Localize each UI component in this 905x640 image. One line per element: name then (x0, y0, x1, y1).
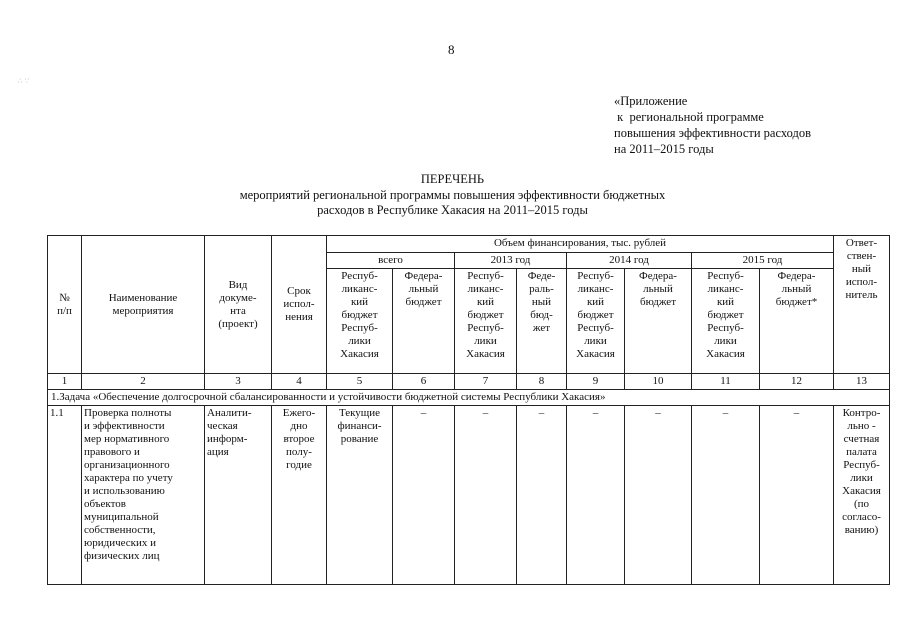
row-num: 1.1 (48, 406, 82, 585)
header-name: Наименование мероприятия (82, 236, 205, 374)
subtitle-line-1: мероприятий региональной программы повышения эффективности бюджетных (239, 188, 666, 202)
header-responsible: Ответ- ствен- ный испол- нитель (834, 236, 890, 374)
margin-mark: ∴ ∵ (18, 77, 30, 85)
column-number: 1 (48, 374, 82, 390)
row-name: Проверка полноты и эффективности мер нормативного правового и организационного характера по учету и использованию объектов муниципальной собственности, юридических и физических лиц (82, 406, 205, 585)
subtitle-line-2: расходов в Республике Хакасия на 2011–2015 годы (317, 203, 588, 217)
column-number: 2 (82, 374, 205, 390)
header-doc-type: Вид докуме- нта (проект) (205, 236, 272, 374)
column-number: 12 (760, 374, 834, 390)
row-term: Ежего- дно второе полу- годие (272, 406, 327, 585)
header-2013-federal: Феде- раль- ный бюд- жет (517, 269, 567, 374)
row-responsible: Контро- льно - счетная палата Респуб- лики Хакасия (по согласо- ванию) (834, 406, 890, 585)
page-number: 8 (448, 42, 455, 57)
appendix-heading: «Приложение к региональной программе повышения эффективности расходов на 2011–2015 годы (614, 94, 812, 156)
header-2014-federal: Федера- льный бюджет (625, 269, 692, 374)
row-2015-federal: – (760, 406, 834, 585)
row-total-federal: – (393, 406, 455, 585)
header-total-federal: Федера- льный бюджет (393, 269, 455, 374)
row-2015-republic: – (692, 406, 760, 585)
row-2014-federal: – (625, 406, 692, 585)
row-doc-type: Аналити- ческая информ- ация (205, 406, 272, 585)
column-number: 10 (625, 374, 692, 390)
header-total: всего (327, 253, 455, 269)
header-2015-republic: Респуб- ликанс- кий бюджет Респуб- лики Хакасия (692, 269, 760, 374)
row-total-republic: Текущие финанси- рование (327, 406, 393, 585)
column-number: 8 (517, 374, 567, 390)
document-subtitle (0, 188, 905, 218)
header-num: № п/п (48, 236, 82, 374)
document-title: ПЕРЕЧЕНЬ (420, 172, 485, 186)
row-2013-federal: – (517, 406, 567, 585)
header-term: Срок испол- нения (272, 236, 327, 374)
task-row: 1.Задача «Обеспечение долгосрочной сбалансированности и устойчивости бюджетной системы Республики Хакасия» (48, 390, 890, 406)
header-2013-republic: Респуб- ликанс- кий бюджет Респуб- лики Хакасия (455, 269, 517, 374)
table-row (48, 406, 890, 585)
header-2013: 2013 год (455, 253, 567, 269)
column-number: 7 (455, 374, 517, 390)
column-number: 6 (393, 374, 455, 390)
header-funding: Объем финансирования, тыс. рублей (327, 236, 834, 253)
column-number: 4 (272, 374, 327, 390)
header-total-republic: Респуб- ликанс- кий бюджет Респуб- лики Хакасия (327, 269, 393, 374)
header-2014-republic: Респуб- ликанс- кий бюджет Респуб- лики Хакасия (567, 269, 625, 374)
row-2014-republic: – (567, 406, 625, 585)
header-2014: 2014 год (567, 253, 692, 269)
row-2013-republic: – (455, 406, 517, 585)
column-number: 3 (205, 374, 272, 390)
column-number: 9 (567, 374, 625, 390)
column-number: 13 (834, 374, 890, 390)
header-2015: 2015 год (692, 253, 834, 269)
column-number: 11 (692, 374, 760, 390)
column-number: 5 (327, 374, 393, 390)
header-2015-federal: Федера- льный бюджет* (760, 269, 834, 374)
measures-table (47, 235, 890, 585)
